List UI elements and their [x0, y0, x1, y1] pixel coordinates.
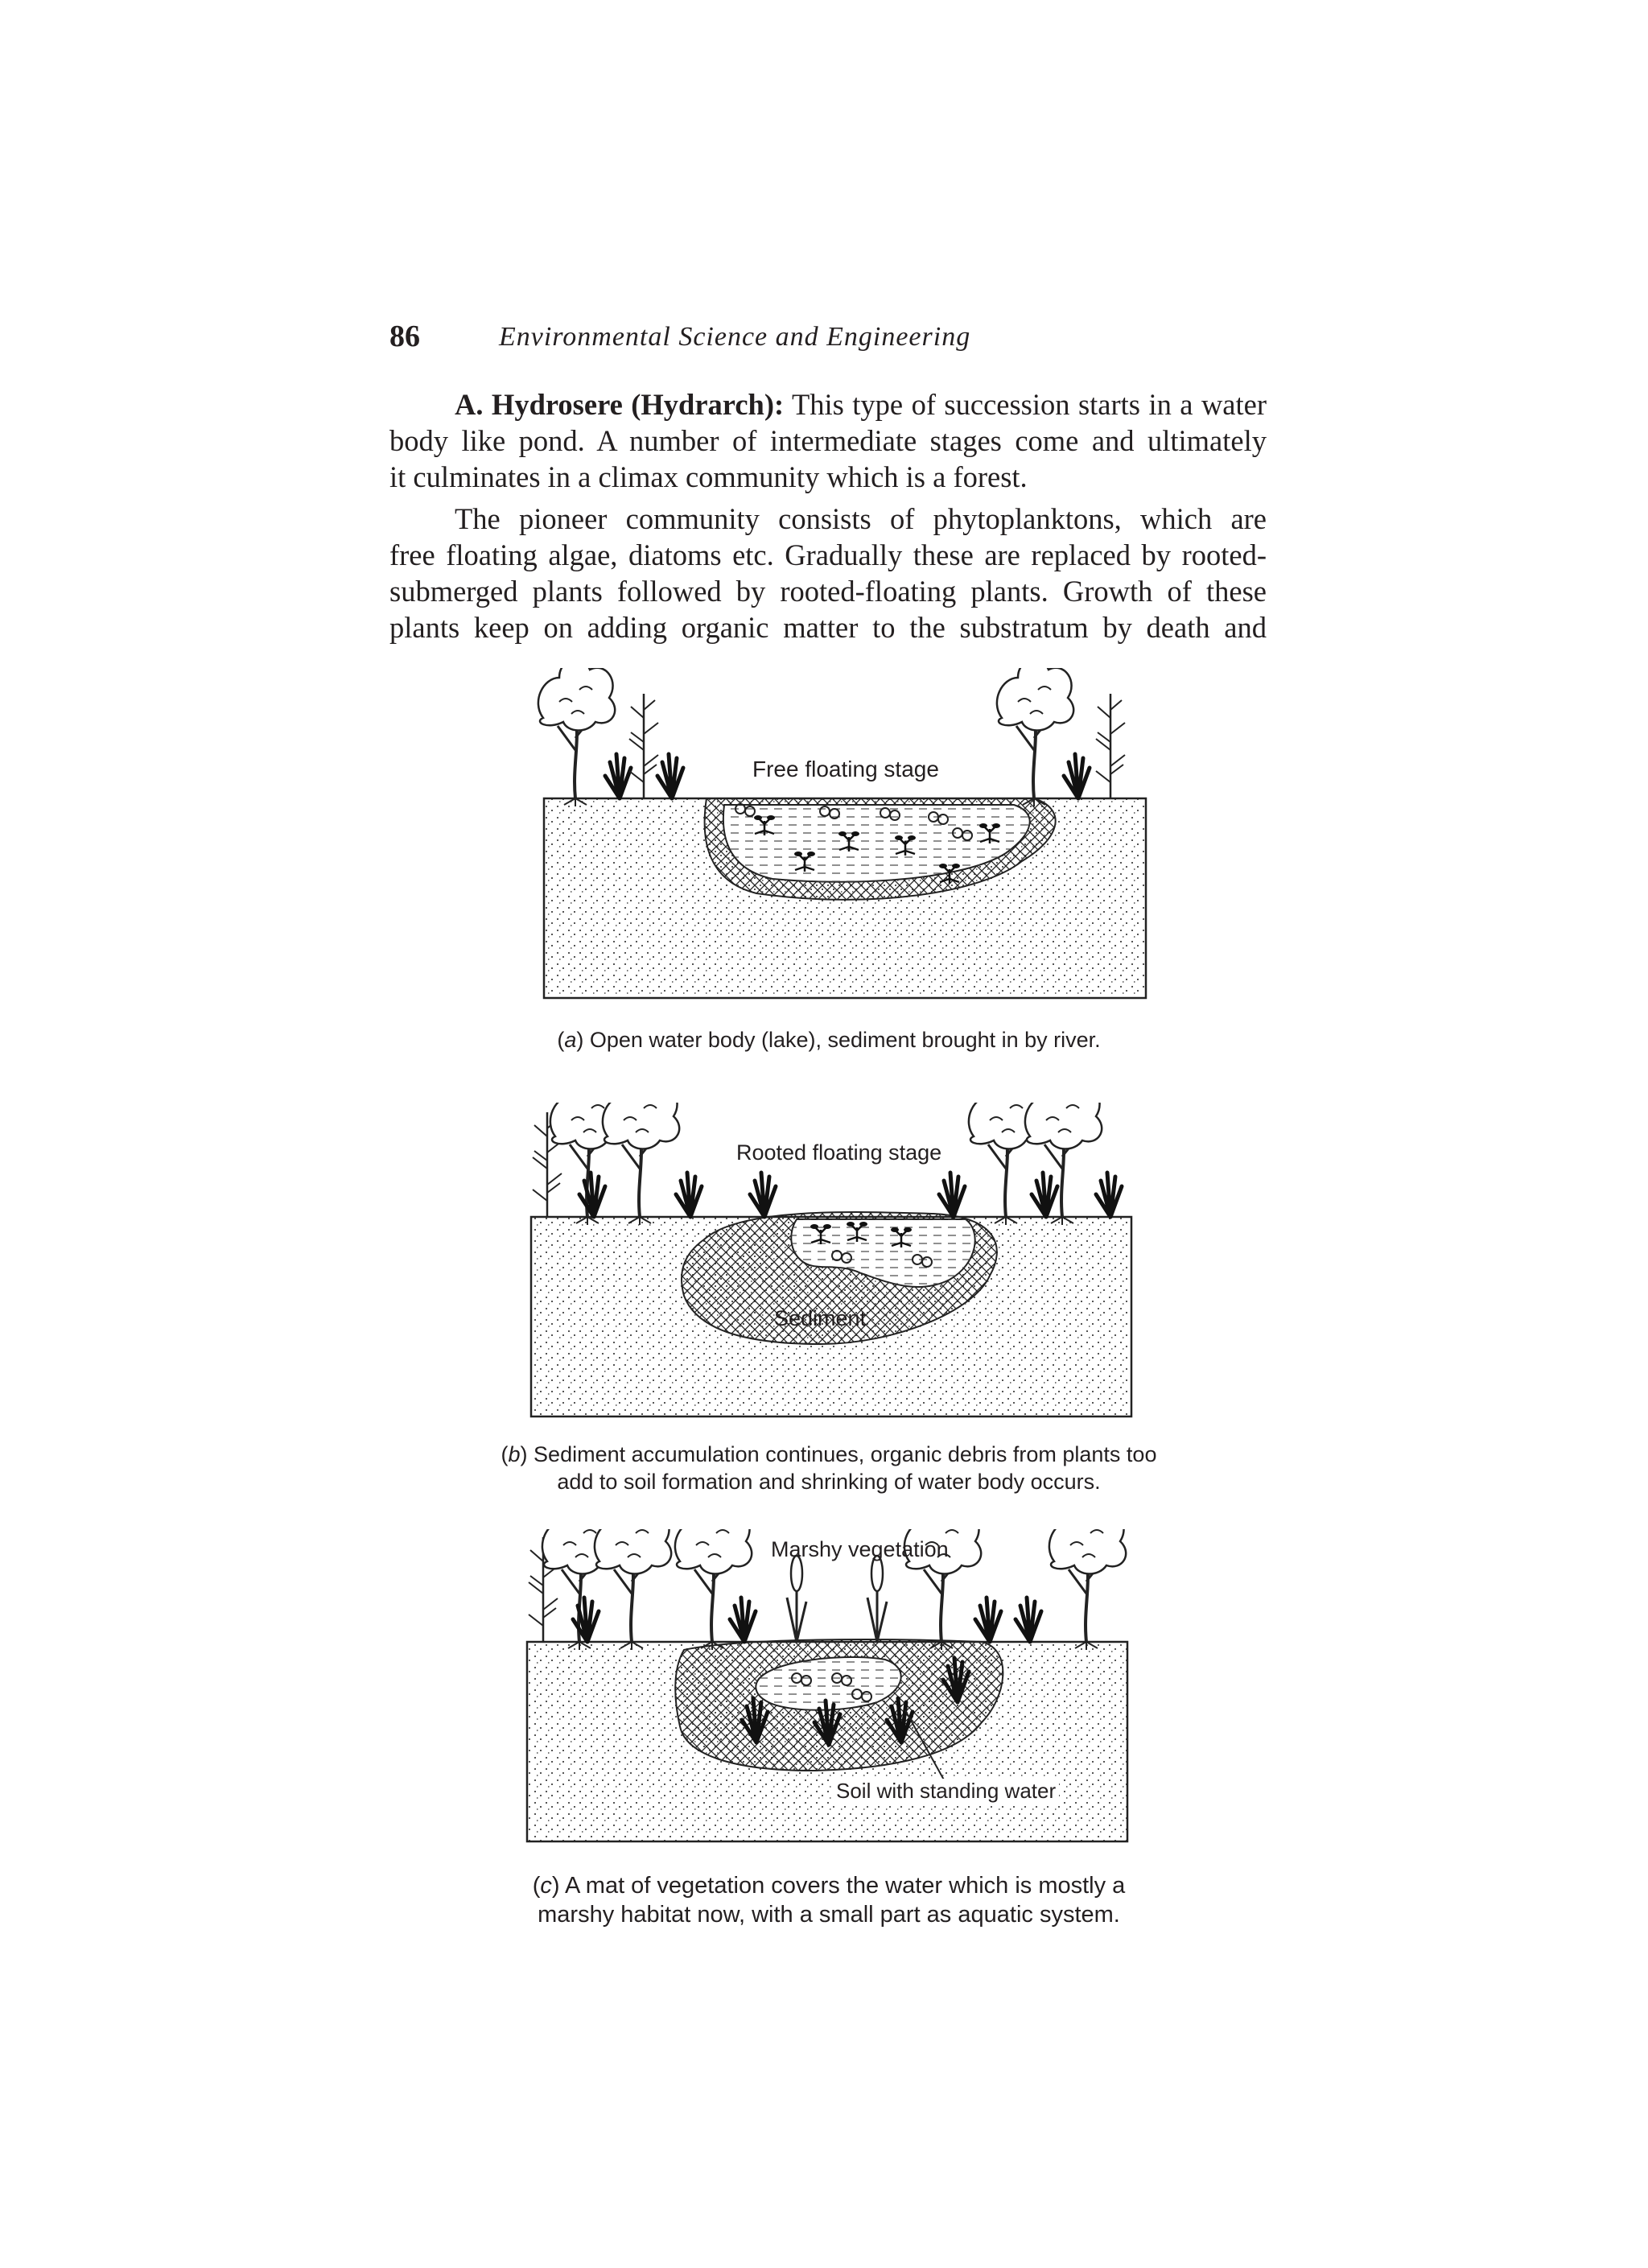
figure-c-caption-line2: marshy habitat now, with a small part as aquatic system.: [538, 1902, 1120, 1928]
figure-a-caption-letter: a: [564, 1028, 577, 1052]
figure-c-diagram: [499, 1529, 1159, 1851]
figure-a-label: Free floating stage: [752, 757, 939, 781]
running-title: Environmental Science and Engineering: [499, 322, 971, 352]
figure-b-label: Rooted floating stage: [736, 1140, 942, 1165]
paragraph-hydrosere: [389, 386, 1267, 495]
figure-b-caption-line1: Sediment accumulation continues, organic debris from plants too: [534, 1442, 1157, 1466]
figure-a-caption-text: Open water body (lake), sediment brought in by river.: [589, 1028, 1101, 1052]
para1-line3: it culminates in a climax community which is a forest.: [389, 460, 1028, 493]
sediment-label: Sediment: [774, 1306, 867, 1330]
figure-a-caption: (a) Open water body (lake), sediment brought in by river.: [557, 1028, 1101, 1052]
figure-c-caption-letter: c: [540, 1873, 552, 1899]
hydrosere-heading: A. Hydrosere (Hydrarch):: [455, 388, 785, 421]
figure-b-caption-line2: add to soil formation and shrinking of water body occurs.: [557, 1470, 1101, 1494]
paragraph-pioneer: [389, 501, 1267, 645]
para2-line4: plants keep on adding organic matter to the substratum by death and: [389, 611, 1267, 644]
para2-line1: The pioneer community consists of phytoplanktons, which are: [455, 502, 1267, 535]
soil-label: Soil with standing water: [833, 1779, 1059, 1804]
para2-line3: submerged plants followed by rooted-floating plants. Growth of these: [389, 575, 1267, 608]
figure-c-caption: (c) A mat of vegetation covers the water which is mostly a marshy habitat now, with a small part as aquatic system.: [451, 1871, 1207, 1929]
page-number: 86: [389, 320, 420, 353]
figure-c-caption-line1: A mat of vegetation covers the water which is mostly a: [564, 1873, 1126, 1899]
figure-b-caption-letter: b: [508, 1442, 521, 1466]
para1-line1: This type of succession starts in a water: [784, 388, 1267, 421]
figure-a-diagram: [499, 668, 1159, 1006]
para2-line2: free floating algae, diatoms etc. Gradually these are replaced by rooted-: [389, 538, 1267, 571]
para1-line2: body like pond. A number of intermediate stages come and ultimately: [389, 424, 1267, 457]
figure-c-label: Marshy vegetation: [771, 1537, 949, 1561]
figure-b-caption: (b) Sediment accumulation continues, organic debris from plants too add to soil formation and shrinking of water body occurs.: [451, 1441, 1207, 1495]
